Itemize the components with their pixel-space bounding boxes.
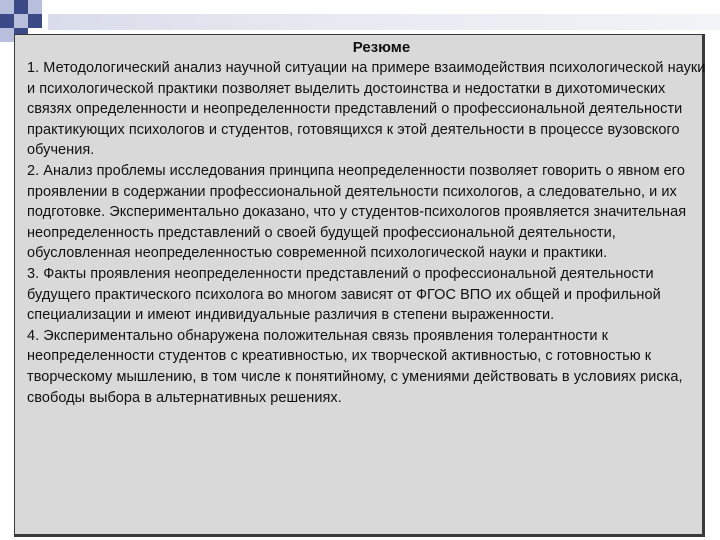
decor-square [0, 28, 14, 42]
summary-paragraph-1: 1. Методологический анализ научной ситуации на примере взаимодействия психологической науки и психологической практики позволяет выделить достоинства и недостатки в дихотомических связях определенности и неопределенности представлений о профессиональной деятельности практикующих психологов и студентов, готовящихся к этой деятельности в процессе вузовского обучения. [27, 60, 706, 159]
summary-text [27, 58, 707, 408]
decor-square [0, 14, 14, 28]
decor-square [0, 0, 14, 14]
summary-paragraph-2: 2. Анализ проблемы исследования принципа неопределенности позволяет говорить о явном его проявлении в содержании профессиональной деятельности психологов, а следовательно, и их подготовке. Экспериментально доказано, что у студентов-психологов проявляется значительная неопределенность представлений о своей будущей профессиональной деятельности, обусловленная неопределенностью современной психологической науки и практики. [27, 162, 687, 262]
decor-square [28, 0, 42, 14]
decor-square [14, 0, 28, 14]
summary-paragraph-3: 3. Факты проявления неопределенности представлений о профессиональной деятельности будущего практического психолога во многом зависят от ФГОС ВПО их общей и профильной специализации и имеют индивидуальные различия в степени выраженности. [27, 265, 661, 324]
content-panel [14, 34, 705, 537]
slide-title: Резюме [352, 39, 411, 56]
decor-square [28, 14, 42, 28]
header-stripe [48, 14, 720, 30]
summary-paragraph-4: 4. Экспериментально обнаружена положительная связь проявления толерантности к неопределенности студентов с креативностью, их творческой активностью, с готовностью к творческому мышлению, в том числе к понятийному, с умениями действовать в условиях риска, свободы выбора в альтернативных решениях. [27, 327, 683, 406]
decor-square [14, 14, 28, 28]
